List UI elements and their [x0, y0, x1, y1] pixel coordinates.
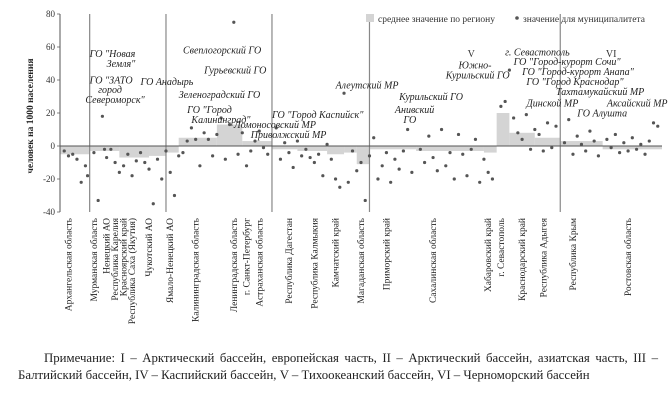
- data-point: [499, 105, 502, 108]
- category-label: Республика Саха (Якутия): [128, 218, 139, 325]
- data-point: [444, 164, 447, 167]
- data-point: [249, 149, 252, 152]
- data-point: [236, 153, 239, 156]
- point-annotation: ГО "Город Каспийск": [271, 109, 364, 121]
- data-point: [80, 181, 83, 184]
- category-label: Магаданская область: [357, 218, 367, 304]
- data-point: [152, 202, 155, 205]
- data-point: [381, 164, 384, 167]
- data-point: [529, 148, 532, 151]
- average-area: [242, 141, 272, 146]
- data-point: [67, 154, 70, 157]
- data-point: [160, 177, 163, 180]
- category-label: Республика Крым: [568, 218, 579, 291]
- data-point: [474, 138, 477, 141]
- point-annotation: Зеленоградский ГО: [178, 90, 261, 102]
- data-point: [347, 181, 350, 184]
- category-label: Краснодарский край: [518, 218, 529, 301]
- y-tick-label: 80: [46, 9, 55, 19]
- data-point: [431, 156, 434, 159]
- data-point: [639, 143, 642, 146]
- data-point: [215, 133, 218, 136]
- basin-label: V: [467, 48, 475, 60]
- data-point: [169, 171, 172, 174]
- data-point: [241, 131, 244, 134]
- category-label: Чукотский АО: [145, 218, 156, 277]
- data-point: [453, 177, 456, 180]
- data-point: [130, 174, 133, 177]
- data-point: [143, 161, 146, 164]
- data-point: [525, 113, 528, 116]
- data-point: [126, 153, 129, 156]
- data-point: [105, 156, 108, 159]
- data-point: [504, 100, 507, 103]
- data-point: [147, 168, 150, 171]
- data-point: [92, 151, 95, 154]
- data-point: [211, 154, 214, 157]
- data-point: [567, 118, 570, 121]
- point-annotation: ГО "Город: [187, 105, 232, 116]
- data-point: [266, 153, 269, 156]
- data-point: [436, 169, 439, 172]
- category-label: Республика Калмыкия: [310, 218, 321, 309]
- average-area: [484, 146, 497, 153]
- data-point: [656, 125, 659, 128]
- data-point: [372, 136, 375, 139]
- category-label: Калининградская область: [191, 218, 202, 322]
- point-annotation: ГО Анадырь: [140, 76, 194, 88]
- point-annotation: Курильский ГО: [399, 91, 463, 103]
- data-point: [512, 116, 515, 119]
- y-tick-label: 40: [46, 75, 55, 85]
- data-point: [364, 199, 367, 202]
- data-point: [283, 141, 286, 144]
- category-label: Ненецкий АО: [102, 218, 113, 274]
- data-point: [190, 126, 193, 129]
- data-point: [406, 128, 409, 131]
- category-label: Камчатский край: [331, 218, 342, 288]
- average-area: [327, 146, 344, 154]
- legend-municipal-marker: [515, 16, 519, 20]
- data-point: [63, 149, 66, 152]
- data-point: [122, 164, 125, 167]
- data-point: [385, 151, 388, 154]
- data-point: [419, 148, 422, 151]
- data-point: [300, 154, 303, 157]
- data-point: [631, 136, 634, 139]
- data-point: [84, 164, 87, 167]
- data-point: [325, 143, 328, 146]
- data-point: [224, 158, 227, 161]
- data-point: [355, 169, 358, 172]
- data-point: [448, 151, 451, 154]
- data-point: [317, 153, 320, 156]
- data-point: [135, 159, 138, 162]
- data-point: [109, 148, 112, 151]
- data-point: [156, 158, 159, 161]
- category-label: Республика Адыгея: [539, 218, 550, 298]
- data-point: [177, 154, 180, 157]
- data-point: [114, 161, 117, 164]
- category-label: Астраханская область: [255, 218, 266, 307]
- data-point: [487, 171, 490, 174]
- data-point: [554, 125, 557, 128]
- point-annotation: Аксайский МР: [606, 98, 668, 110]
- legend: [366, 14, 646, 25]
- data-point: [597, 154, 600, 157]
- data-point: [262, 146, 265, 149]
- average-area: [497, 113, 510, 146]
- data-point: [546, 121, 549, 124]
- data-point: [584, 149, 587, 152]
- annotations: [85, 46, 667, 141]
- category-label: Хабаровский край: [484, 218, 495, 293]
- data-point: [393, 158, 396, 161]
- data-point: [423, 161, 426, 164]
- data-point: [304, 148, 307, 151]
- data-point: [313, 161, 316, 164]
- data-point: [614, 133, 617, 136]
- data-point: [410, 171, 413, 174]
- data-point: [610, 146, 613, 149]
- average-area: [357, 146, 370, 164]
- data-point: [593, 139, 596, 142]
- basin-label: VI: [605, 48, 617, 60]
- data-point: [103, 148, 106, 151]
- y-tick-label: 60: [46, 42, 55, 52]
- point-annotation: г. Севастополь: [505, 47, 570, 59]
- point-annotation: ГО "ЗАТО: [89, 75, 133, 87]
- data-point: [618, 151, 621, 154]
- category-label: Приморский край: [382, 218, 393, 291]
- data-point: [194, 138, 197, 141]
- data-point: [334, 177, 337, 180]
- y-tick-label: 20: [46, 108, 55, 118]
- data-point: [516, 131, 519, 134]
- point-annotation: ГО "Город Краснодар": [526, 76, 624, 88]
- point-annotation: Гурьевский ГО: [204, 65, 267, 77]
- data-point: [368, 154, 371, 157]
- category-label: Сахалинская область: [429, 218, 440, 304]
- data-point: [402, 149, 405, 152]
- data-point: [652, 121, 655, 124]
- point-annotation: Южно-: [458, 60, 492, 72]
- category-labels: [63, 217, 634, 324]
- data-point: [482, 158, 485, 161]
- data-point: [207, 138, 210, 141]
- data-point: [330, 158, 333, 161]
- data-point: [622, 141, 625, 144]
- category-label: Республика Дагестан: [284, 218, 295, 304]
- data-point: [376, 177, 379, 180]
- data-point: [342, 92, 345, 95]
- average-area: [297, 146, 327, 151]
- category-label: г. Санкт-Петербург: [242, 218, 253, 296]
- data-point: [537, 133, 540, 136]
- data-point: [71, 153, 74, 156]
- point-annotation: Североморск": [85, 95, 145, 107]
- category-label: Ямало-Ненецкий АО: [166, 218, 177, 304]
- data-point: [292, 166, 295, 169]
- data-point: [351, 149, 354, 152]
- data-point: [86, 174, 89, 177]
- data-point: [626, 149, 629, 152]
- average-area: [416, 146, 484, 151]
- data-point: [398, 168, 401, 171]
- data-point: [75, 158, 78, 161]
- legend-average-swatch: [366, 14, 374, 22]
- data-point: [232, 21, 235, 24]
- data-point: [491, 177, 494, 180]
- data-point: [478, 181, 481, 184]
- point-annotation: Приволжский МР: [250, 129, 327, 141]
- data-point: [542, 149, 545, 152]
- average-area: [149, 146, 166, 156]
- data-point: [440, 128, 443, 131]
- data-point: [648, 139, 651, 142]
- category-label: Республика Карелия: [111, 218, 122, 301]
- point-annotation: Калининград": [191, 114, 251, 126]
- average-area: [119, 146, 149, 158]
- y-tick-label: 0: [50, 141, 55, 151]
- legend-average-label: среднее значение по региону: [378, 15, 495, 25]
- point-annotation: Анивский: [394, 105, 435, 116]
- point-annotation: ГО Алушта: [577, 108, 628, 120]
- data-point: [101, 115, 104, 118]
- data-point: [533, 128, 536, 131]
- data-point: [186, 139, 189, 142]
- y-tick-label: -20: [43, 174, 55, 184]
- data-point: [588, 130, 591, 133]
- category-label: Ленинградская область: [229, 218, 240, 313]
- data-point: [198, 164, 201, 167]
- point-annotation: Курильский ГО: [445, 70, 510, 82]
- category-label: Мурманская область: [89, 218, 100, 302]
- data-point: [173, 194, 176, 197]
- point-annotation: Свеплогорский ГО: [182, 45, 262, 57]
- point-annotation: Динской МР: [526, 98, 579, 110]
- data-point: [359, 161, 362, 164]
- data-point: [118, 171, 121, 174]
- point-annotation: ГО "Новая: [89, 48, 136, 60]
- data-point: [338, 186, 341, 189]
- point-annotation: Тахтамукайский МР: [556, 86, 645, 98]
- legend-municipal-label: значение для муниципалитета: [523, 15, 645, 25]
- data-point: [245, 164, 248, 167]
- data-point: [203, 131, 206, 134]
- average-area: [535, 138, 560, 146]
- data-point: [465, 174, 468, 177]
- data-point: [576, 135, 579, 138]
- y-axis-label: человек на 1000 населения: [26, 58, 36, 174]
- category-label: г. Севастополь: [496, 218, 507, 277]
- data-point: [181, 151, 184, 154]
- data-point: [470, 148, 473, 151]
- data-point: [461, 153, 464, 156]
- data-point: [287, 151, 290, 154]
- average-area: [166, 146, 179, 153]
- data-point: [97, 199, 100, 202]
- data-point: [139, 151, 142, 154]
- point-annotation: Земля": [106, 58, 136, 70]
- data-point: [164, 149, 167, 152]
- data-point: [580, 143, 583, 146]
- average-area: [179, 138, 217, 146]
- data-point: [571, 153, 574, 156]
- point-annotation: город: [98, 85, 122, 97]
- point-annotation: Алеутский МР: [335, 80, 399, 92]
- category-label: Красноярский край: [119, 218, 130, 297]
- data-point: [563, 141, 566, 144]
- point-annotation: ГО "Город-курорт Сочи": [513, 57, 621, 69]
- point-annotation: ГО "Город-курорт Анапа": [522, 67, 634, 79]
- figure-note: Примечание: I – Арктический бассейн, европейская часть, II – Арктический бассейн, азиатская часть, III – Балтийский бассейн, IV – Каспийский бассейн, V – Тихоокеанский бассейн, VI – Черноморский бассейн: [18, 351, 658, 382]
- data-point: [309, 156, 312, 159]
- data-point: [643, 153, 646, 156]
- category-label: Ростовская область: [624, 218, 635, 297]
- data-point: [550, 146, 553, 149]
- data-point: [279, 158, 282, 161]
- average-area: [344, 146, 357, 153]
- data-point: [427, 135, 430, 138]
- data-point: [321, 174, 324, 177]
- point-annotation: Ломоносовский МР: [233, 119, 317, 131]
- data-point: [635, 148, 638, 151]
- point-annotation: ГО: [403, 114, 417, 126]
- y-tick-label: -40: [43, 207, 55, 217]
- data-point: [389, 181, 392, 184]
- data-point: [605, 138, 608, 141]
- data-point: [520, 138, 523, 141]
- category-label: Архангельская область: [64, 218, 75, 312]
- data-point: [457, 133, 460, 136]
